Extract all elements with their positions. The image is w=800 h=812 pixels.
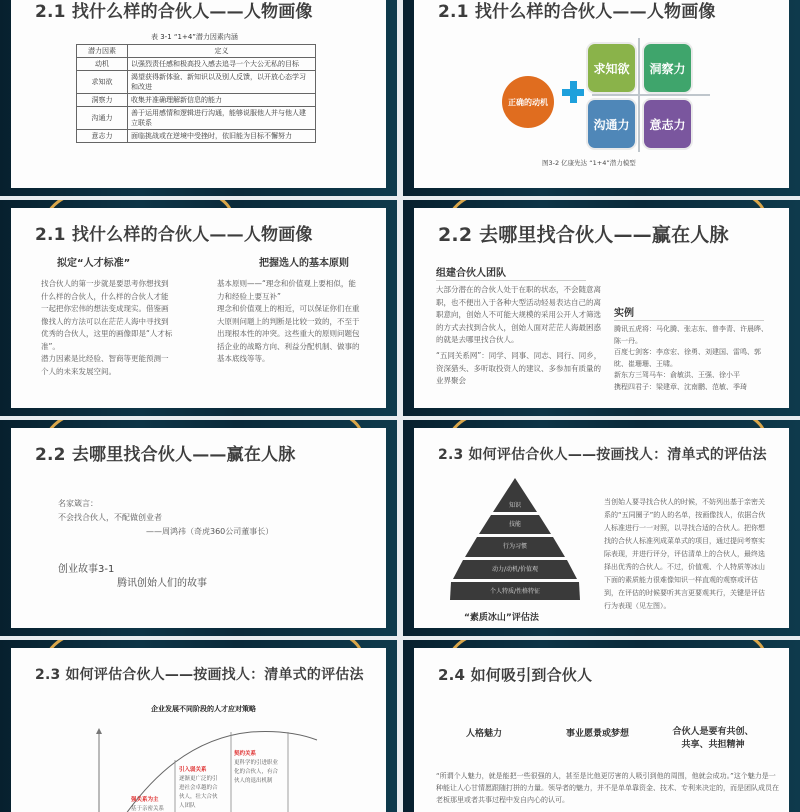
- slide-panel: [11, 208, 386, 408]
- example-item: 携程四君子：梁建章、沈南鹏、范敏、季琦: [614, 382, 747, 391]
- stage-3: 契约关系 更科学的引进职业化的合伙人，有合伙人的退出机制: [234, 751, 279, 784]
- evaluation-text: 当创始人要寻找合伙人的时候，不妨列出基于亲密关系的“五同圈子”的人的名单，按画像找人，依据合伙人标准进行一一对照，以寻找合适的合伙人。把你想找的合伙人标准列成菜单式的项目，通过提问考察实际表现，并进行评分，评估清单上的合伙人，最终选择出优秀的合伙人。不过，价值观、个人特质等冰山下面的素质能力很难像知识一样直观的观察或评估到，在评估的时候要听其言更要观其行，关键是评估行为表现（见左图）。: [604, 498, 766, 610]
- pillar-shared-spirit: 合伙人是要有共创、共享、共担精神: [672, 727, 754, 750]
- stage-1: 强关系为主 基于亲密关系: [131, 797, 165, 812]
- quote-author: ——周鸿祎（奇虎360公司董事长）: [146, 527, 274, 536]
- quadrant-willpower: 意志力: [644, 100, 691, 148]
- figure-caption: 图3-2 亿康先达 “1+4”潜力模型: [542, 159, 636, 167]
- slide-panel: [11, 648, 386, 812]
- slide-panel: [414, 648, 789, 812]
- pillar-charisma: 人格魅力: [466, 729, 503, 739]
- pyramid-layer-knowledge: 知识: [508, 502, 521, 509]
- potential-factors-table: [76, 44, 316, 143]
- pyramid-layer-behavior: 行为习惯: [502, 543, 527, 550]
- table-row: 洞察力 收集并准确理解新信息的能力: [77, 94, 316, 107]
- slide-title: 2.2 去哪里找合伙人——赢在人脉: [438, 224, 729, 246]
- slide-4-thumbnail[interactable]: [403, 200, 800, 416]
- slide-title: 2.1 找什么样的合伙人——人物画像: [35, 2, 313, 22]
- chart-title: 企业发展不同阶段的人才应对策略: [151, 705, 256, 713]
- team-heading: 组建合伙人团队: [436, 268, 506, 279]
- quadrant-insight: 洞察力: [644, 44, 691, 92]
- slide-title: 2.2 去哪里找合伙人——赢在人脉: [35, 445, 296, 465]
- talent-standard-text: 找合伙人的第一步就是要思考你想找到什么样的合伙人，什么样的合伙人才能一起把你宏伟的想法变成现实。借鉴画像找人的方法可以在茫茫人海中寻找到优秀的合伙人，这里的画像即是“人才标准”。 潜力因素是比经验、智商等更能预测一个人的未来发展空间。: [41, 279, 173, 376]
- slide-title: 2.3 如何评估合伙人——按画找人：清单式的评估法: [438, 447, 767, 463]
- example-item: 百度七剑客：李彦宏、徐勇、刘建国、雷鸣、郭眈、崔珊珊、王啸。: [614, 348, 761, 368]
- slide-6-thumbnail[interactable]: [403, 420, 800, 636]
- slide-panel: [414, 208, 789, 408]
- table-row: 动机 以强烈责任感和极高投入感去追寻一个大公无私的目标: [77, 58, 316, 71]
- selection-principles-text: 基本原则——“理念和价值观上要相似，能力和经验上要互补” 理念和价值观上的相近，可以保证你们在重大原则问题上的判断是比较一致的，不至于出现根本性的冲突。这些重大的原则问题包括企业的战略方向、利益分配机制、做事的基本底线等等。: [217, 279, 360, 363]
- example-item: 新东方三驾马车：俞敏洪、王强、徐小平: [614, 371, 740, 379]
- story-title: 腾讯创始人们的故事: [117, 578, 207, 589]
- quadrant-communication: 沟通力: [588, 100, 635, 148]
- iceberg-pyramid: [450, 478, 580, 602]
- team-text: 大部分潜在的合伙人处于在职的状态，不会随意离职，也不便出入于各种大型活动轻易表达自己的离职意向，创始人不可能大规模的采用公开人才筛选的方式去找到合伙人，创始人面对茫茫人海最困惑的就是去哪里找合伙人。: [436, 285, 601, 344]
- pyramid-layer-traits: 个人特质/性格特征: [489, 588, 541, 595]
- stage-2: 引入弱关系 逐渐更广泛的引进社会卓越的合伙人，壮大合伙人团队: [179, 767, 218, 809]
- network-text: “五同关系网”：同学、同事、同志、同行、同乡，资深猎头、多听取投资人的建议、多参加有质量的业界聚会: [436, 351, 602, 385]
- slide-title: 2.1 找什么样的合伙人——人物画像: [35, 225, 313, 245]
- pillar-vision: 事业愿景或梦想: [566, 729, 630, 739]
- charisma-text: “所谓个人魅力，就是能把一些很强的人，甚至是比他更厉害的人吸引到他的周围，他就会成功。”这个魅力是一种能让人心甘情愿跟随打拼的力量。领导者的魅力，并不是单单靠资金、技术、专利来决定的，而是团队成员在老板那里或者共事过程中发自内心的认可。: [436, 772, 779, 804]
- examples-heading: 实例: [614, 308, 634, 319]
- slide-title: 2.3 如何评估合伙人——按画找人：清单式的评估法: [35, 667, 364, 683]
- selection-principles-heading: 把握选人的基本原则: [259, 258, 349, 269]
- slide-panel: [11, 428, 386, 628]
- quote-label: 名家箴言：: [58, 499, 98, 508]
- pyramid-layer-skills: 技能: [508, 521, 521, 528]
- slide-2-thumbnail[interactable]: [403, 0, 800, 196]
- slide-8-thumbnail[interactable]: [403, 640, 800, 812]
- slide-title: 2.1 找什么样的合伙人——人物画像: [438, 2, 716, 22]
- table-row: 求知欲 渴望获得新体验、新知识以及别人反馈，以开放心态学习和改进: [77, 71, 316, 94]
- divider: [614, 320, 764, 321]
- table-header: 定义: [128, 45, 316, 58]
- example-item: 腾讯五虎将：马化腾、张志东、曾李青、许晨晔、陈一丹。: [614, 325, 768, 345]
- motivation-circle: 正确的动机: [502, 76, 554, 128]
- table-row: 意志力 面临挑战或在逆境中受挫时，依旧能为目标不懈努力: [77, 130, 316, 143]
- slide-5-thumbnail[interactable]: [0, 420, 397, 636]
- table-caption: 表 3-1 “1+4”潜力因素内涵: [151, 33, 238, 41]
- story-label: 创业故事3-1: [58, 564, 115, 575]
- slide-panel: [414, 428, 789, 628]
- talent-standard-heading: 拟定“人才标准”: [57, 258, 131, 269]
- quote-text: 不会找合伙人，不配做创业者: [58, 513, 162, 522]
- slide-panel: [414, 0, 789, 188]
- slide-panel: [11, 0, 386, 188]
- table-header: 潜力因素: [77, 45, 128, 58]
- slide-3-thumbnail[interactable]: [0, 200, 397, 416]
- pyramid-layer-motivation: 动力/动机/价值观: [491, 566, 539, 573]
- slide-7-thumbnail[interactable]: [0, 640, 397, 812]
- table-row: 沟通力 善于运用感情和逻辑进行沟通，能够说服他人并与他人建立联系: [77, 107, 316, 130]
- pyramid-caption: “素质冰山”评估法: [464, 613, 539, 623]
- plus-icon: [562, 81, 584, 103]
- horizontal-axis-arrow: [592, 94, 710, 96]
- divider: [436, 280, 586, 281]
- quadrant-curiosity: 求知欲: [588, 44, 635, 92]
- slide-1-thumbnail[interactable]: [0, 0, 397, 196]
- examples-list: [614, 324, 770, 393]
- slide-title: 2.4 如何吸引到合伙人: [438, 666, 593, 684]
